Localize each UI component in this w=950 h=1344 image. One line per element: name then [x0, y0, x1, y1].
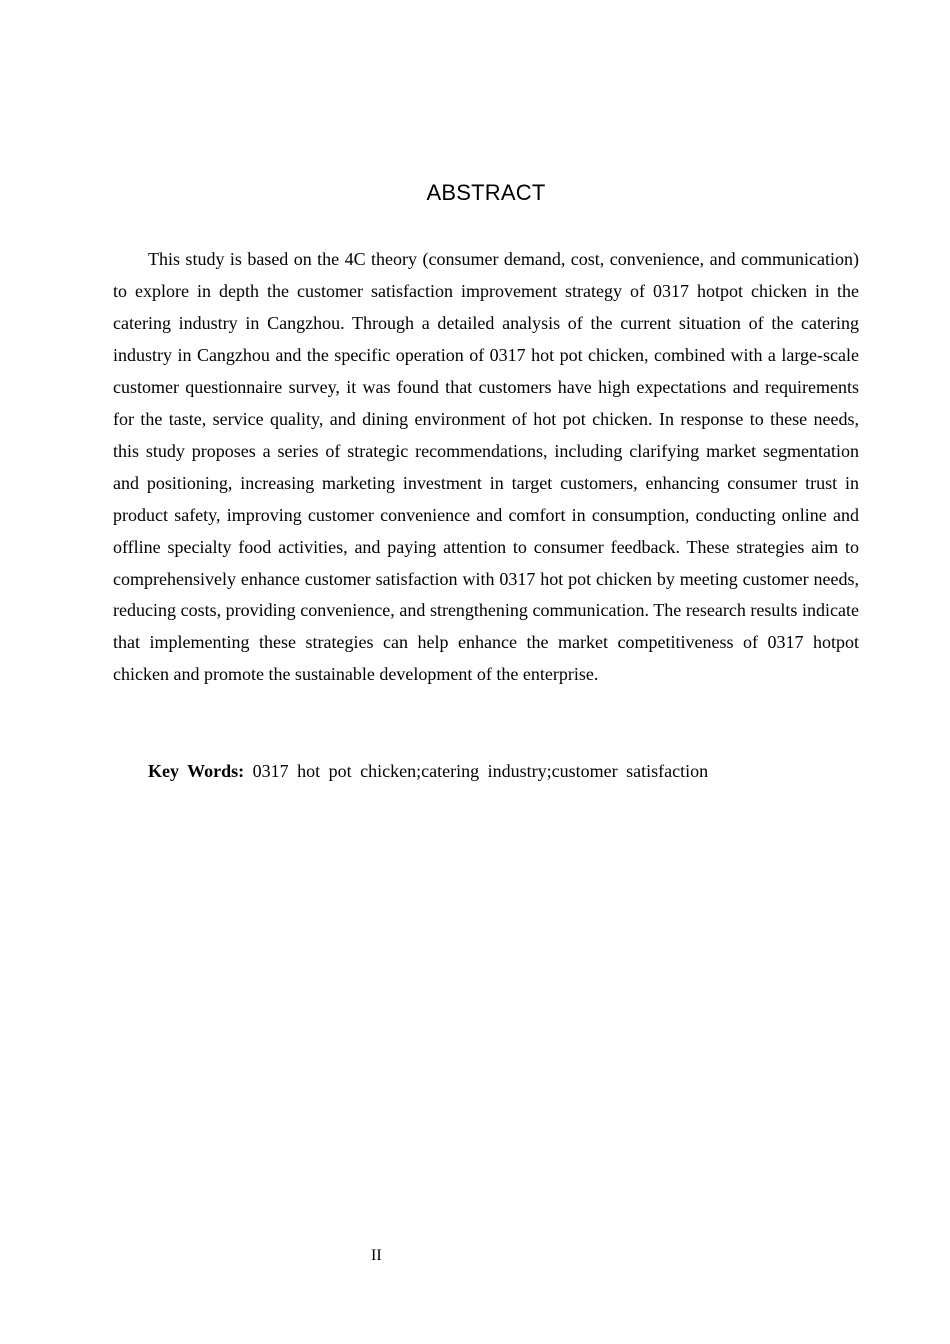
keywords-line: [113, 756, 859, 788]
keywords-label: Key Words:: [148, 761, 245, 781]
abstract-paragraph: This study is based on the 4C theory (consumer demand, cost, convenience, and communication) to explore in depth the customer satisfaction improvement strategy of 0317 hotpot chicken in the catering industry in Cangzhou. Through a detailed analysis of the current situation of the catering industry in Cangzhou and the specific operation of 0317 hot pot chicken, combined with a large-scale customer questionnaire survey, it was found that customers have high expectations and requirements for the taste, service quality, and dining environment of hot pot chicken. In response to these needs, this study proposes a series of strategic recommendations, including clarifying market segmentation and positioning, increasing marketing investment in target customers, enhancing consumer trust in product safety, improving customer convenience and comfort in consumption, conducting online and offline specialty food activities, and paying attention to consumer feedback. These strategies aim to comprehensively enhance customer satisfaction with 0317 hot pot chicken by meeting customer needs, reducing costs, providing convenience, and strengthening communication. The research results indicate that implementing these strategies can help enhance the market competitiveness of 0317 hotpot chicken and promote the sustainable development of the enterprise.: [113, 249, 859, 685]
keywords-text: 0317 hot pot chicken;catering industry;customer satisfaction: [252, 761, 709, 781]
page-number: II: [371, 1247, 382, 1264]
abstract-title: ABSTRACT: [426, 180, 546, 205]
